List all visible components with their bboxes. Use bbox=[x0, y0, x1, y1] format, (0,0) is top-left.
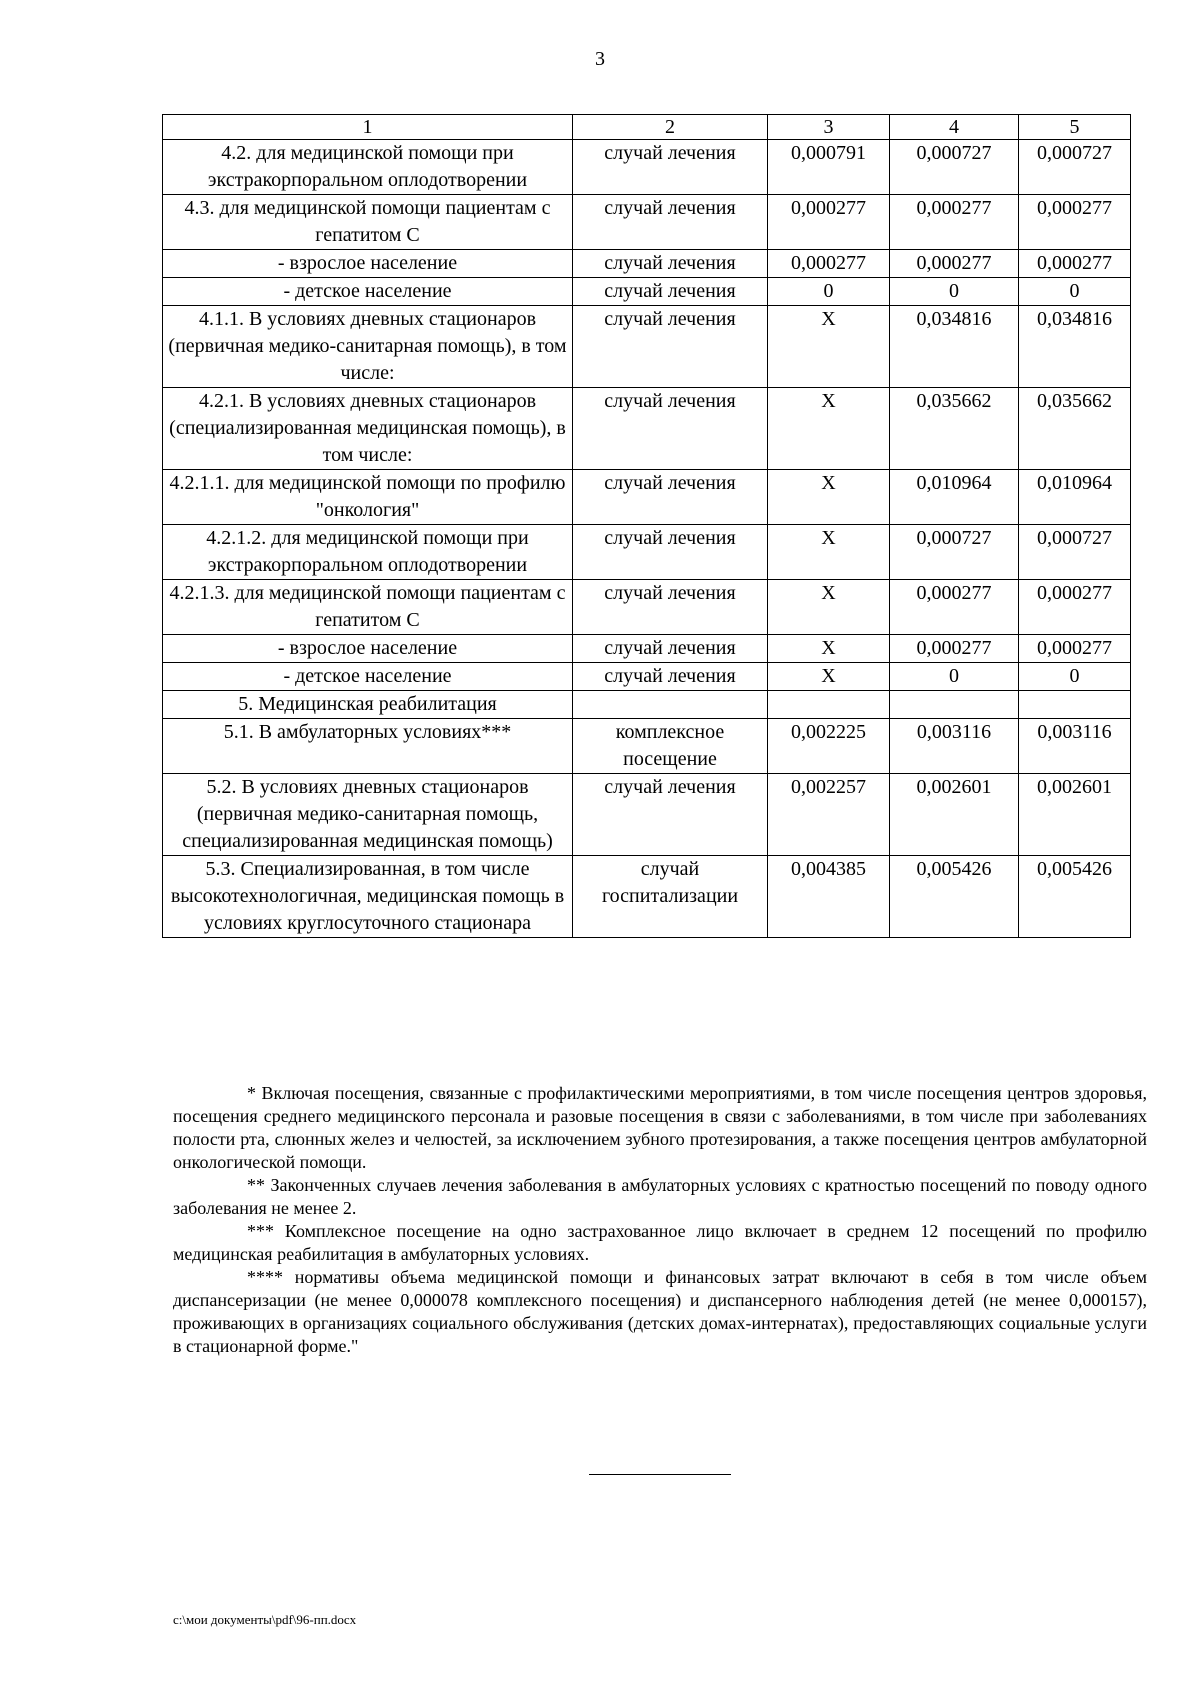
row-unit bbox=[573, 691, 768, 719]
row-value-4 bbox=[890, 691, 1019, 719]
footnotes bbox=[173, 1082, 1147, 1358]
row-value-3: X bbox=[768, 388, 890, 470]
row-name: 4.1.1. В условиях дневных стационаров (первичная медико-санитарная помощь), в том числе: bbox=[163, 306, 573, 388]
row-name: 5. Медицинская реабилитация bbox=[163, 691, 573, 719]
table-row bbox=[163, 140, 1131, 195]
row-name: 4.2.1.2. для медицинской помощи при экстракорпоральном оплодотворении bbox=[163, 525, 573, 580]
table-row bbox=[163, 663, 1131, 691]
row-value-4: 0,000727 bbox=[890, 525, 1019, 580]
row-unit: комплексное посещение bbox=[573, 719, 768, 774]
row-unit: случай лечения bbox=[573, 388, 768, 470]
row-value-5: 0,000727 bbox=[1019, 140, 1131, 195]
header-cell: 3 bbox=[768, 115, 890, 140]
row-value-4: 0,003116 bbox=[890, 719, 1019, 774]
table-row bbox=[163, 635, 1131, 663]
row-value-5: 0,000727 bbox=[1019, 525, 1131, 580]
row-value-3: 0,000277 bbox=[768, 195, 890, 250]
row-value-3: X bbox=[768, 663, 890, 691]
row-unit: случай лечения bbox=[573, 278, 768, 306]
table-row bbox=[163, 774, 1131, 856]
row-value-4: 0,000277 bbox=[890, 635, 1019, 663]
row-unit: случай лечения bbox=[573, 525, 768, 580]
header-cell: 4 bbox=[890, 115, 1019, 140]
row-value-5: 0,000277 bbox=[1019, 195, 1131, 250]
separator-line bbox=[589, 1474, 731, 1475]
row-value-3: 0,000791 bbox=[768, 140, 890, 195]
row-value-4: 0,000277 bbox=[890, 195, 1019, 250]
table-row bbox=[163, 250, 1131, 278]
row-unit: случай лечения bbox=[573, 250, 768, 278]
footnote: ** Законченных случаев лечения заболевания в амбулаторных условиях с кратностью посещений по поводу одного заболевания не менее 2. bbox=[173, 1175, 1147, 1218]
row-name: - взрослое население bbox=[163, 635, 573, 663]
table-row bbox=[163, 856, 1131, 938]
row-name: 5.1. В амбулаторных условиях*** bbox=[163, 719, 573, 774]
row-value-3: 0,002225 bbox=[768, 719, 890, 774]
row-value-5: 0,005426 bbox=[1019, 856, 1131, 938]
table-row bbox=[163, 719, 1131, 774]
table-row bbox=[163, 195, 1131, 250]
row-value-5: 0,010964 bbox=[1019, 470, 1131, 525]
row-value-3: X bbox=[768, 580, 890, 635]
page-number: 3 bbox=[595, 48, 605, 70]
header-cell: 5 bbox=[1019, 115, 1131, 140]
row-value-4: 0 bbox=[890, 663, 1019, 691]
row-value-3: 0,000277 bbox=[768, 250, 890, 278]
row-value-4: 0,010964 bbox=[890, 470, 1019, 525]
footnote: *** Комплексное посещение на одно застрахованное лицо включает в среднем 12 посещений по профилю медицинская реабилитация в амбулаторных условиях. bbox=[173, 1221, 1147, 1264]
row-name: 4.2.1.3. для медицинской помощи пациентам с гепатитом С bbox=[163, 580, 573, 635]
table-row bbox=[163, 306, 1131, 388]
row-unit: случай лечения bbox=[573, 580, 768, 635]
row-unit: случай лечения bbox=[573, 635, 768, 663]
table-row bbox=[163, 580, 1131, 635]
row-value-4: 0 bbox=[890, 278, 1019, 306]
row-name: 4.2.1. В условиях дневных стационаров (специализированная медицинская помощь), в том числе: bbox=[163, 388, 573, 470]
row-value-3: X bbox=[768, 306, 890, 388]
row-unit: случай лечения bbox=[573, 140, 768, 195]
row-value-3 bbox=[768, 691, 890, 719]
row-name: - детское население bbox=[163, 278, 573, 306]
table-header-row bbox=[163, 115, 1131, 140]
footnote: **** нормативы объема медицинской помощи и финансовых затрат включают в себя в том числе объем диспансеризации (не менее 0,000078 комплексного посещения) и диспансерного наблюдения детей (не менее 0,000157), проживающих в организациях социального обслуживания (детских домах-интернатах), предоставляющих социальные услуги в стационарной форме." bbox=[173, 1267, 1147, 1356]
row-value-5: 0,000277 bbox=[1019, 635, 1131, 663]
table-row bbox=[163, 470, 1131, 525]
row-name: 4.2. для медицинской помощи при экстракорпоральном оплодотворении bbox=[163, 140, 573, 195]
row-value-3: X bbox=[768, 525, 890, 580]
table-row bbox=[163, 525, 1131, 580]
row-value-5: 0 bbox=[1019, 278, 1131, 306]
file-path: c:\мои документы\pdf\96-пп.docx bbox=[173, 1612, 357, 1627]
row-unit: случай лечения bbox=[573, 470, 768, 525]
row-value-3: X bbox=[768, 470, 890, 525]
row-name: 4.3. для медицинской помощи пациентам с гепатитом С bbox=[163, 195, 573, 250]
row-value-5: 0,000277 bbox=[1019, 580, 1131, 635]
header-cell: 1 bbox=[163, 115, 573, 140]
row-value-4: 0,000277 bbox=[890, 580, 1019, 635]
row-name: - детское население bbox=[163, 663, 573, 691]
header-cell: 2 bbox=[573, 115, 768, 140]
row-value-3: X bbox=[768, 635, 890, 663]
row-value-4: 0,000277 bbox=[890, 250, 1019, 278]
row-value-4: 0,005426 bbox=[890, 856, 1019, 938]
row-value-3: 0,002257 bbox=[768, 774, 890, 856]
row-value-5: 0,034816 bbox=[1019, 306, 1131, 388]
row-unit: случай госпитализации bbox=[573, 856, 768, 938]
row-value-5: 0,000277 bbox=[1019, 250, 1131, 278]
row-value-3: 0,004385 bbox=[768, 856, 890, 938]
row-value-3: 0 bbox=[768, 278, 890, 306]
row-value-5: 0,003116 bbox=[1019, 719, 1131, 774]
row-value-5: 0,035662 bbox=[1019, 388, 1131, 470]
row-value-5: 0,002601 bbox=[1019, 774, 1131, 856]
table-row bbox=[163, 278, 1131, 306]
row-name: 5.3. Специализированная, в том числе высокотехнологичная, медицинская помощь в условиях круглосуточного стационара bbox=[163, 856, 573, 938]
row-value-4: 0,002601 bbox=[890, 774, 1019, 856]
row-value-4: 0,000727 bbox=[890, 140, 1019, 195]
row-value-4: 0,035662 bbox=[890, 388, 1019, 470]
row-value-4: 0,034816 bbox=[890, 306, 1019, 388]
row-unit: случай лечения bbox=[573, 306, 768, 388]
row-value-5: 0 bbox=[1019, 663, 1131, 691]
row-unit: случай лечения bbox=[573, 195, 768, 250]
normatives-table bbox=[162, 114, 1131, 938]
row-unit: случай лечения bbox=[573, 774, 768, 856]
row-name: 5.2. В условиях дневных стационаров (первичная медико-санитарная помощь, специализированная медицинская помощь) bbox=[163, 774, 573, 856]
footnote: * Включая посещения, связанные с профилактическими мероприятиями, в том числе посещения центров здоровья, посещения среднего медицинского персонала и разовые посещения в связи с заболеваниями, в том числе при заболеваниях полости рта, слюнных желез и челюстей, за исключением зубного протезирования, а также посещения центров амбулаторной онкологической помощи. bbox=[173, 1083, 1147, 1172]
row-unit: случай лечения bbox=[573, 663, 768, 691]
row-name: 4.2.1.1. для медицинской помощи по профилю "онкология" bbox=[163, 470, 573, 525]
row-value-5 bbox=[1019, 691, 1131, 719]
table-row bbox=[163, 691, 1131, 719]
table-row bbox=[163, 388, 1131, 470]
row-name: - взрослое население bbox=[163, 250, 573, 278]
